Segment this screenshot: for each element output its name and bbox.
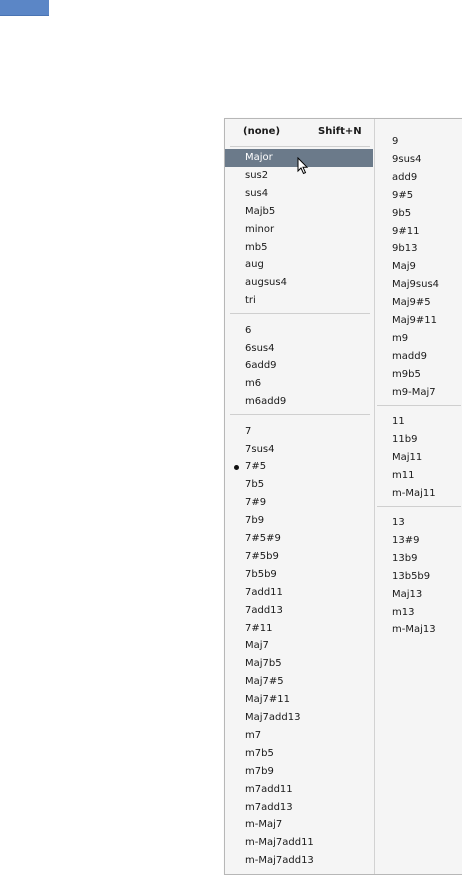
menu-item[interactable]: Maj11 bbox=[392, 451, 423, 463]
menu-item[interactable]: m9-Maj7 bbox=[392, 386, 436, 398]
menu-item[interactable]: m-Maj11 bbox=[392, 487, 436, 499]
menu-item[interactable]: Maj7b5 bbox=[245, 658, 282, 670]
menu-item[interactable]: mb5 bbox=[245, 241, 268, 253]
menu-item[interactable]: 13#9 bbox=[392, 534, 420, 546]
menu-item[interactable]: Maj9 bbox=[392, 261, 416, 273]
menu-item[interactable]: 7#5#9 bbox=[245, 533, 281, 544]
menu-item[interactable]: Maj7add13 bbox=[245, 712, 301, 723]
menu-item[interactable]: 9 bbox=[392, 136, 399, 147]
menu-item[interactable]: 7b5 bbox=[245, 479, 265, 491]
menu-item-label: 7#5 bbox=[245, 461, 267, 473]
menu-item[interactable]: m13 bbox=[392, 606, 415, 618]
shortcut-label: Shift+N bbox=[318, 126, 362, 137]
menu-item[interactable]: m-Maj7add13 bbox=[245, 855, 314, 867]
menu-item[interactable]: 13 bbox=[392, 517, 405, 528]
menu-item[interactable]: 13b9 bbox=[392, 552, 418, 564]
arrow-pointer-icon bbox=[297, 157, 309, 175]
menu-separator bbox=[230, 146, 370, 147]
menu-item[interactable]: Maj9#5 bbox=[392, 297, 431, 309]
menu-item[interactable]: m-Maj7add11 bbox=[245, 837, 314, 849]
menu-item[interactable]: 6sus4 bbox=[245, 342, 275, 354]
menu-item[interactable]: 6add9 bbox=[245, 360, 277, 372]
menu-item[interactable]: Major bbox=[225, 149, 373, 167]
menu-item[interactable]: 7add13 bbox=[245, 604, 283, 616]
menu-item[interactable]: 7b5b9 bbox=[245, 568, 277, 580]
menu-item[interactable]: m7b5 bbox=[245, 747, 274, 759]
bullet-icon bbox=[234, 465, 239, 470]
menu-separator bbox=[377, 405, 461, 406]
menu-item[interactable]: 7sus4 bbox=[245, 443, 275, 455]
menu-item[interactable]: m9 bbox=[392, 332, 409, 344]
menu-item[interactable]: sus4 bbox=[245, 187, 269, 199]
toolbar-button-fragment[interactable] bbox=[0, 0, 49, 16]
menu-item[interactable]: 7#11 bbox=[245, 622, 273, 634]
menu-item[interactable]: 9#5 bbox=[392, 189, 414, 201]
menu-item[interactable]: m7 bbox=[245, 729, 262, 741]
menu-item[interactable] bbox=[225, 458, 373, 476]
menu-item[interactable]: m6 bbox=[245, 378, 262, 390]
menu-item[interactable]: m11 bbox=[392, 469, 415, 481]
menu-item[interactable]: m-Maj13 bbox=[392, 624, 436, 636]
menu-item[interactable]: 9b5 bbox=[392, 207, 412, 219]
menu-item[interactable]: madd9 bbox=[392, 350, 427, 362]
menu-item[interactable]: Maj13 bbox=[392, 588, 423, 600]
menu-item[interactable]: tri bbox=[245, 295, 256, 307]
menu-item[interactable]: 7add11 bbox=[245, 586, 283, 598]
menu-item[interactable]: add9 bbox=[392, 171, 418, 183]
menu-item[interactable]: m7add13 bbox=[245, 801, 293, 813]
menu-separator bbox=[230, 414, 370, 415]
menu-item[interactable]: sus2 bbox=[245, 169, 269, 181]
menu-item[interactable]: 9#11 bbox=[392, 225, 420, 237]
menu-item[interactable]: 9b13 bbox=[392, 243, 418, 255]
menu-item[interactable]: Maj7#11 bbox=[245, 694, 290, 706]
menu-item[interactable]: minor bbox=[245, 223, 275, 235]
menu-item[interactable]: Maj7 bbox=[245, 640, 269, 652]
menu-separator bbox=[377, 506, 461, 507]
menu-item[interactable]: m7add11 bbox=[245, 783, 293, 795]
menu-item[interactable]: Maj7#5 bbox=[245, 676, 284, 688]
menu-item[interactable]: m-Maj7 bbox=[245, 819, 283, 831]
menu-item[interactable]: 9sus4 bbox=[392, 153, 422, 165]
menu-item[interactable]: 11 bbox=[392, 416, 405, 427]
menu-item[interactable]: m7b9 bbox=[245, 765, 274, 777]
menu-column-right bbox=[374, 119, 462, 874]
menu-item[interactable]: 11b9 bbox=[392, 433, 418, 445]
menu-item[interactable]: 13b5b9 bbox=[392, 570, 431, 582]
menu-item-none[interactable] bbox=[225, 119, 373, 145]
menu-separator bbox=[230, 313, 370, 314]
none-label: (none) bbox=[243, 126, 281, 137]
menu-column-left bbox=[225, 119, 373, 874]
menu-item[interactable]: aug bbox=[245, 259, 264, 271]
menu-item[interactable]: 7#9 bbox=[245, 497, 267, 509]
menu-item[interactable]: 6 bbox=[245, 324, 252, 336]
menu-item[interactable]: Maj9#11 bbox=[392, 315, 437, 326]
menu-item[interactable]: m9b5 bbox=[392, 368, 421, 380]
menu-item[interactable]: Majb5 bbox=[245, 205, 276, 217]
menu-item[interactable]: augsus4 bbox=[245, 277, 287, 289]
chord-type-menu bbox=[224, 118, 462, 875]
menu-item[interactable]: 7 bbox=[245, 425, 252, 437]
menu-item[interactable]: 7b9 bbox=[245, 515, 265, 527]
menu-item[interactable]: m6add9 bbox=[245, 396, 287, 408]
menu-item[interactable]: 7#5b9 bbox=[245, 550, 279, 562]
menu-item[interactable]: Maj9sus4 bbox=[392, 279, 440, 291]
